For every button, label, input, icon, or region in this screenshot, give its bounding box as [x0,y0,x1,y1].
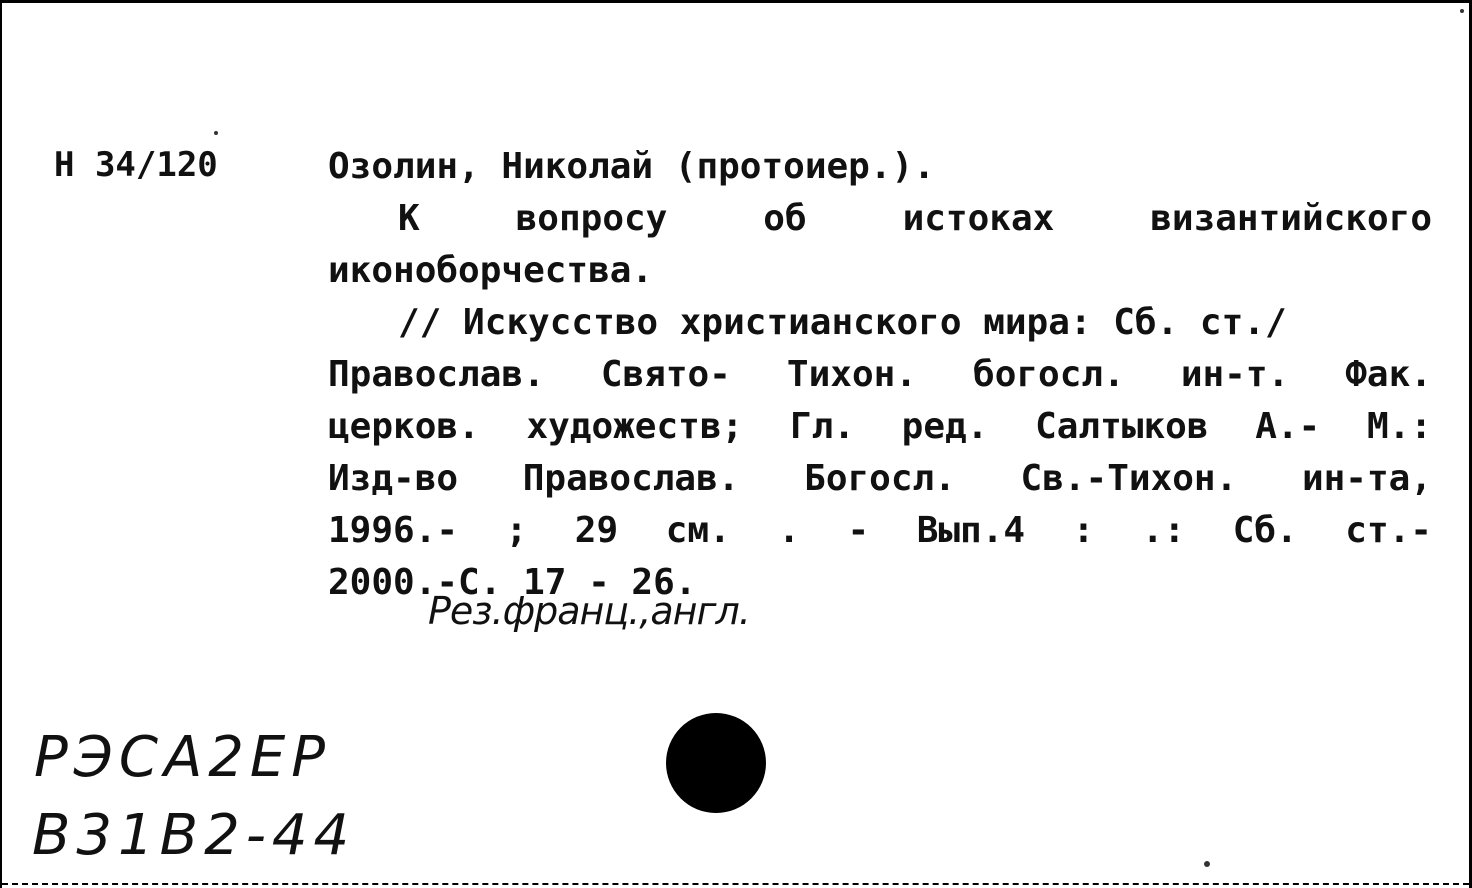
source-word: ин-та, [1301,458,1432,499]
title-word: об [763,198,807,239]
source-line-4 [328,453,1432,505]
source-line-5 [328,505,1432,557]
source-word: богосл. [973,354,1125,395]
source-word: Св.-Тихон. [1020,458,1238,499]
source-line-1: // Искусство христианского мира: Сб. ст./ [398,302,1287,343]
source-line-3 [328,401,1432,453]
source-word: М.: [1366,406,1432,447]
source-word: Фак. [1345,354,1432,395]
source-word: Вып.4 [916,510,1026,551]
title-line-1 [328,193,1432,245]
source-word: - [847,510,870,551]
author-line: Озолин, Николай (протоиер.). [328,146,935,187]
source-word: художеств; [526,406,744,447]
source-word: Гл. [789,406,855,447]
source-word: Изд-во [328,458,459,499]
source-word: 1996.- [328,510,459,551]
source-word: ред. [901,406,989,447]
title-word: К [398,198,420,239]
source-word: Тихон. [786,354,917,395]
title-word: византийского [1150,198,1432,239]
source-line-6: 2000.-С. 17 - 26. [328,562,697,603]
handwritten-code-1: РЭСА2ЕР [34,725,332,790]
source-word: ин-т. [1180,354,1290,395]
source-word: Салтыков [1035,406,1209,447]
handwritten-summary-note: Рез.франц.,англ. [428,589,750,633]
source-word: Богосл. [804,458,956,499]
source-word: 29 [574,510,619,551]
source-word: Православ. [522,458,740,499]
title-line-2: иконоборчества. [328,250,654,291]
source-word: ; [505,510,528,551]
bibliographic-record [328,141,1432,609]
source-word: : [1072,510,1095,551]
source-word: церков. [328,406,480,447]
source-word: Правослaв. [328,354,545,395]
source-word: ст.- [1345,510,1432,551]
source-line-2 [328,349,1432,401]
ink-speck [214,131,218,135]
source-word: .: [1141,510,1186,551]
source-word: см. [665,510,731,551]
shelfmark: Н 34/120 [54,145,218,185]
handwritten-code-2: В31В2-44 [32,803,356,868]
title-word: истоках [902,198,1055,239]
ink-speck [1204,861,1210,867]
source-word: . [778,510,800,551]
ink-speck [1460,9,1464,13]
source-word: Сб. [1232,510,1298,551]
card-bottom-edge [2,883,1469,885]
title-word: вопросу [515,198,668,239]
punch-hole [666,713,766,813]
source-word: А.- [1255,406,1321,447]
source-word: Свято- [600,354,731,395]
